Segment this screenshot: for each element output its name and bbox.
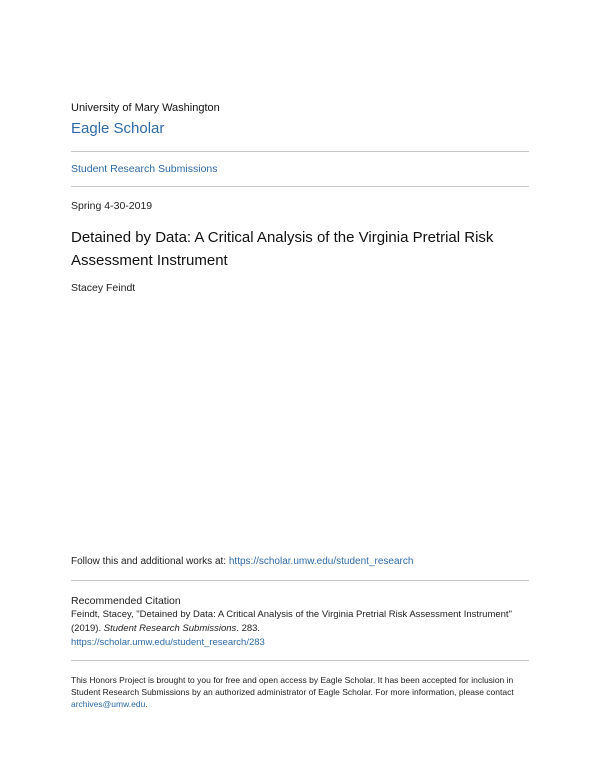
follow-prefix: Follow this and additional works at: [71, 556, 229, 567]
citation-body: Feindt, Stacey, "Detained by Data: A Critical Analysis of the Virginia Pretrial Risk Assessment Instrument" (2019). [71, 609, 512, 634]
divider [71, 186, 529, 187]
document-title: Detained by Data: A Critical Analysis of the Virginia Pretrial Risk Assessment Instrument [71, 229, 494, 269]
citation-series: Student Research Submissions [103, 623, 237, 634]
author-name: Stacey Feindt [71, 282, 136, 294]
divider [71, 151, 529, 152]
publication-date: Spring 4-30-2019 [71, 200, 153, 212]
follow-url-link[interactable]: https://scholar.umw.edu/student_research [228, 556, 414, 567]
honors-notice [71, 674, 533, 710]
follow-line [71, 556, 413, 567]
collection-link[interactable]: Student Research Submissions [71, 163, 218, 175]
contact-email-link[interactable]: archives@umw.edu [71, 699, 146, 709]
repository-link[interactable]: Eagle Scholar [71, 120, 165, 137]
recommended-citation-heading: Recommended Citation [71, 595, 181, 607]
divider [71, 580, 529, 581]
honors-end: . [145, 699, 148, 709]
divider [71, 660, 529, 661]
citation-number: . 283. [236, 623, 261, 634]
citation-url-link[interactable]: https://scholar.umw.edu/student_research/283 [71, 637, 265, 648]
honors-text: This Honors Project is brought to you for free and open access by Eagle Scholar. It has been accepted for inclusion in Student Research Submissions by an authorized administrator of Eagle Scholar. For more information, please contact [71, 675, 514, 697]
university-name: University of Mary Washington [71, 102, 220, 114]
citation-text [71, 608, 533, 650]
